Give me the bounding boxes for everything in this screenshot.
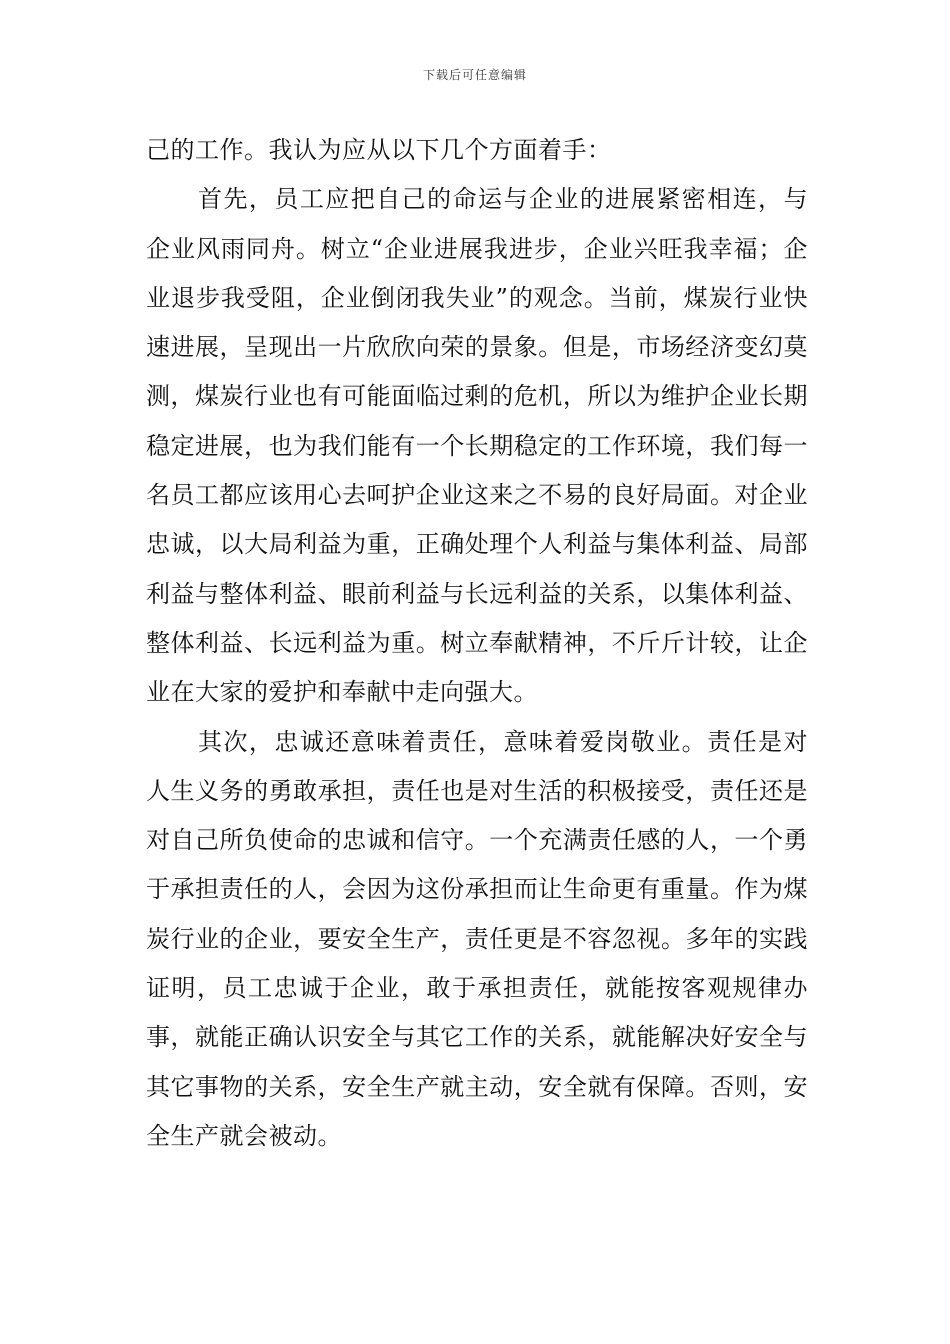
document-body (146, 126, 808, 1161)
page-header: 下载后可任意编辑 (422, 68, 527, 82)
paragraph-continuation: 己的工作。我认为应从以下几个方面着手： (146, 136, 612, 164)
paragraph-second-point: 其次，忠诚还意味着责任，意味着爱岗敬业。责任是对人生义务的勇敢承担，责任也是对生活的积极接受，责任还是对自己所负使命的忠诚和信守。一个充满责任感的人，一个勇于承担责任的人，会因为这份承担而让生命更有重量。作为煤炭行业的企业，要安全生产，责任更是不容忽视。多年的实践证明，员工忠诚于企业，敢于承担责任，就能按客观规律办事，就能正确认识安全与其它工作的关系，就能解决好安全与其它事物的关系，安全生产就主动，安全就有保障。否则，安全生产就会被动。 (146, 727, 808, 1150)
paragraph-first-point: 首先，员工应把自己的命运与企业的进展紧密相连，与企业风雨同舟。树立“企业进展我进步，企业兴旺我幸福；企业退步我受阻，企业倒闭我失业”的观念。当前，煤炭行业快速进展，呈现出一片欣欣向荣的景象。但是，市场经济变幻莫测，煤炭行业也有可能面临过剩的危机，所以为维护企业长期稳定进展，也为我们能有一个长期稳定的工作环境，我们每一名员工都应该用心去呵护企业这来之不易的良好局面。对企业忠诚，以大局利益为重，正确处理个人利益与集体利益、局部利益与整体利益、眼前利益与长远利益的关系，以集体利益、整体利益、长远利益为重。树立奉献精神，不斤斤计较，让企业在大家的爱护和奉献中走向强大。 (146, 185, 808, 707)
